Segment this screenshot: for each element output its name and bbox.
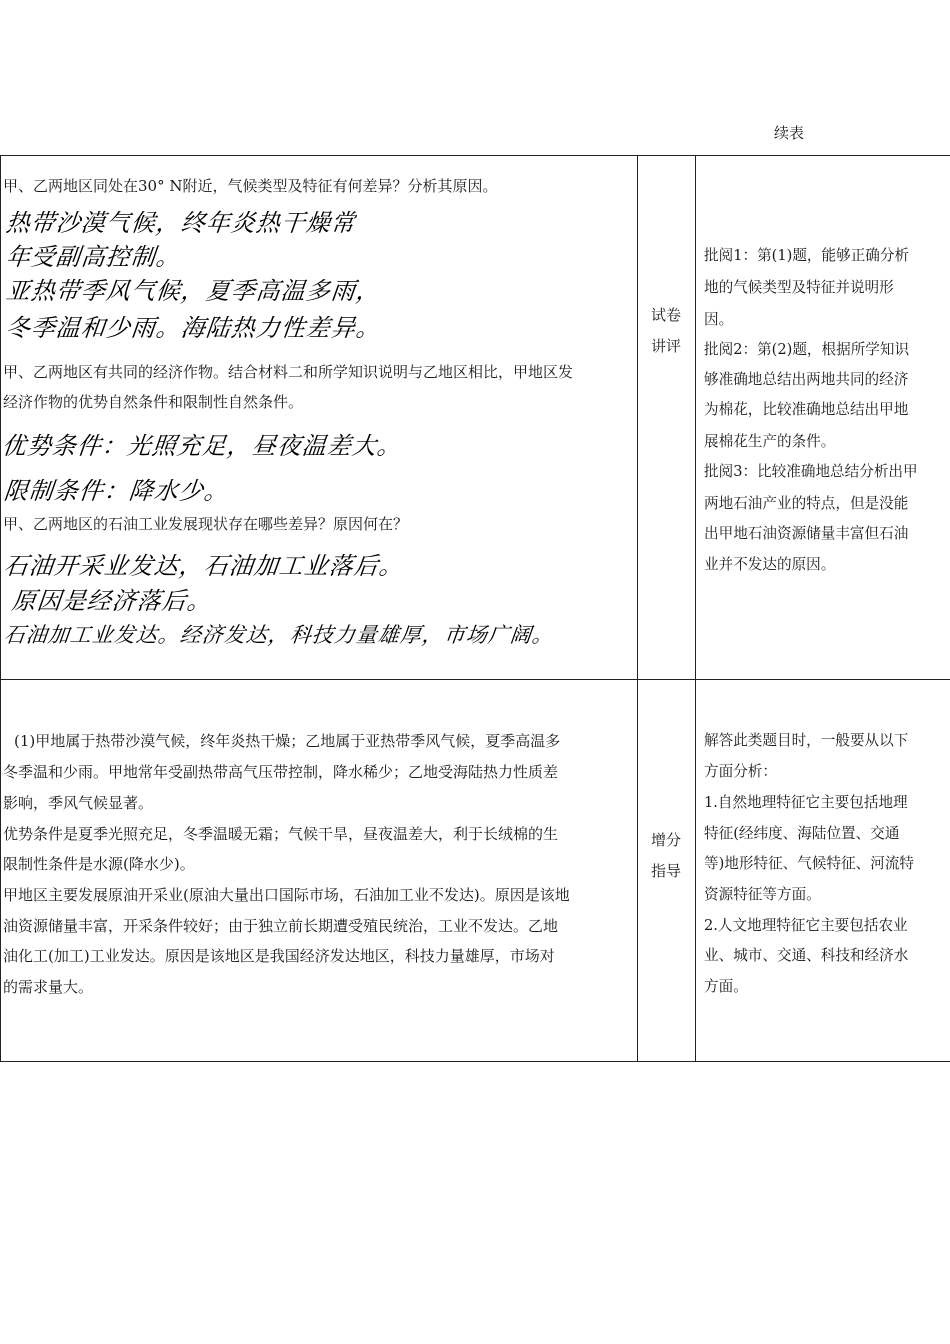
handwritten-answer-line: 年受副高控制。: [4, 243, 183, 271]
answer-line: 优势条件是夏季光照充足，冬季温暖无霜；气候干旱，昼夜温差大，利于长绒棉的生: [3, 825, 559, 843]
handwritten-answer-line: 冬季温和少雨。海陆热力性差异。: [4, 314, 383, 342]
review-comment-line: 够准确地总结出两地共同的经济: [704, 371, 909, 388]
question-2-prompt: 甲、乙两地区有共同的经济作物。结合材料二和所学知识说明与乙地区相比，甲地区发: [3, 363, 574, 381]
continued-table-label: 续表: [774, 124, 805, 142]
review-comment-line: 出甲地石油资源储量丰富但石油: [704, 525, 909, 542]
review-comment-line: 批阅2：第(2)题，根据所学知识: [704, 341, 910, 358]
guidance-tip-line: 解答此类题目时，一般要从以下: [704, 732, 909, 749]
review-comment-line: 展棉花生产的条件。: [704, 433, 836, 450]
review-comment-line: 批阅1：第(1)题，能够正确分析: [704, 247, 910, 264]
guidance-tip-line: 1.自然地理特征它主要包括地理: [704, 794, 908, 811]
review-comment-line: 批阅3：比较准确地总结分析出甲: [704, 463, 918, 480]
handwritten-answer-line: 石油开采业发达，石油加工业落后。: [2, 552, 406, 580]
answer-line: 限制性条件是水源(降水少)。: [3, 855, 195, 873]
guidance-tip-line: 方面分析：: [704, 763, 777, 780]
question-1-prompt: 甲、乙两地区同处在30° N附近，气候类型及特征有何差异？分析其原因。: [3, 177, 498, 195]
handwritten-answer-line: 优势条件：光照充足，昼夜温差大。: [0, 432, 404, 460]
review-label-line-2: 讲评: [650, 337, 681, 355]
table-left-border: [0, 155, 1, 1062]
answer-line: 的需求量大。: [3, 978, 94, 996]
table-top-border: [0, 155, 950, 156]
review-comment-line: 为棉花，比较准确地总结出甲地: [704, 401, 909, 418]
review-comment-line: 因。: [704, 311, 734, 328]
answer-line: 冬季温和少雨。甲地常年受副热带高气压带控制，降水稀少；乙地受海陆热力性质差: [3, 763, 559, 781]
guidance-tip-line: 方面。: [704, 978, 748, 995]
handwritten-answer-line: 限制条件：降水少。: [2, 477, 231, 505]
handwritten-answer-line: 热带沙漠气候，终年炎热干燥常: [4, 209, 358, 237]
question-2-prompt-cont: 经济作物的优势自然条件和限制性自然条件。: [3, 393, 304, 411]
guidance-tip-line: 业、城市、交通、科技和经济水: [704, 947, 909, 964]
answer-line: 影响，季风气候显著。: [3, 794, 154, 812]
row-divider: [0, 679, 950, 680]
handwritten-answer-line: 原因是经济落后。: [10, 587, 214, 615]
column-divider-2: [695, 155, 696, 1062]
review-comment-line: 两地石油产业的特点，但是没能: [704, 495, 909, 512]
answer-line: 甲地区主要发展原油开采业(原油大量出口国际市场，石油加工业不发达)。原因是该地: [3, 886, 570, 904]
guidance-tip-line: 资源特征等方面。: [704, 886, 821, 903]
guidance-tip-line: 等)地形特征、气候特征、河流特: [704, 855, 915, 872]
answer-line: 油化工(加工)工业发达。原因是该地区是我国经济发达地区，科技力量雄厚，市场对: [3, 947, 555, 965]
table-bottom-border: [0, 1061, 950, 1062]
handwritten-answer-line: 亚热带季风气候，夏季高温多雨，: [4, 277, 383, 305]
handwritten-answer-line: 石油加工业发达。经济发达，科技力量雄厚，市场广阔。: [2, 623, 556, 647]
guidance-tip-line: 特征(经纬度、海陆位置、交通: [704, 825, 900, 842]
guidance-tip-line: 2.人文地理特征它主要包括农业: [704, 917, 908, 934]
guidance-label-line-1: 增分: [650, 831, 681, 849]
answer-line: (1)甲地属于热带沙漠气候，终年炎热干燥；乙地属于亚热带季风气候，夏季高温多: [14, 732, 561, 750]
review-comment-line: 地的气候类型及特征并说明形: [704, 279, 894, 296]
guidance-label-line-2: 指导: [650, 862, 681, 880]
answer-line: 油资源储量丰富，开采条件较好；由于独立前长期遭受殖民统治，工业不发达。乙地: [3, 917, 559, 935]
review-comment-line: 业并不发达的原因。: [704, 556, 836, 573]
question-3-prompt: 甲、乙两地区的石油工业发展现状存在哪些差异？原因何在？: [3, 515, 409, 533]
review-label-line-1: 试卷: [650, 306, 681, 324]
column-divider-1: [637, 155, 638, 1062]
